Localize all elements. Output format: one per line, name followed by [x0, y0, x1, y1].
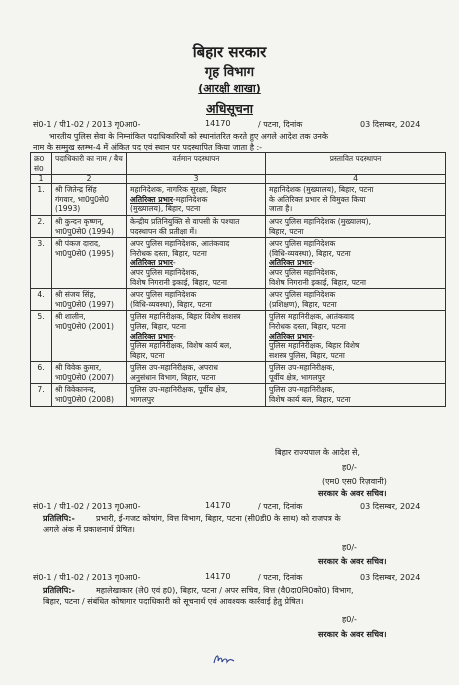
additional-charge-label: अतिरिक्त प्रभार	[269, 258, 312, 268]
cell-line	[269, 363, 442, 373]
cell-text: विशेष निगरानी इकाई, बिहार, पटना	[269, 277, 366, 287]
officer-name-cell	[52, 215, 127, 237]
cell-text: महानिदेशक (मुख्यालय), बिहार, पटना	[269, 185, 374, 195]
cell-line: गंगवार, भा0पु0से0	[55, 194, 109, 204]
copy-1-line-2: अगले अंक में प्रकाशनार्थ प्रेषित।	[43, 525, 135, 534]
cell-text: पुलिस महानिरीक्षक, आतंकवाद	[269, 312, 355, 322]
cell-text: (विधि-व्यवस्था), बिहार, पटना	[130, 299, 212, 309]
cell-line	[269, 290, 442, 300]
cell-text: पूर्वीय क्षेत्र, भागलपुर	[269, 372, 325, 382]
additional-charge-label: अतिरिक्त प्रभार	[269, 331, 312, 341]
transfer-table	[30, 152, 446, 407]
cell-text: अपर पुलिस महानिदेशक, आतंकवाद	[130, 239, 230, 249]
proposed-posting-cell	[266, 289, 446, 311]
signature-mark: ह0/-	[342, 463, 357, 472]
issue-date: 03 दिसम्बर, 2024	[360, 573, 421, 582]
proposed-posting-cell	[266, 215, 446, 237]
place-label: / पटना, दिनांक	[258, 502, 303, 511]
cell-text: विशेष कार्य बल, बिहार, पटना	[269, 395, 351, 405]
serial-cell: 6.	[31, 362, 52, 384]
header-name: पदाधिकारी का नाम / बैच	[52, 153, 127, 175]
officer-name-cell	[52, 238, 127, 289]
cell-line	[269, 300, 442, 310]
copy-label: प्रतिलिपि:-	[43, 586, 75, 595]
serial-cell: 2.	[31, 215, 52, 237]
cell-line	[130, 351, 262, 361]
cell-line	[130, 268, 262, 278]
cell-line	[130, 312, 262, 322]
proposed-posting-cell	[266, 184, 446, 216]
table-row	[31, 362, 446, 384]
copy-2-line-2: बिहार, पटना / संबंधित कोषागार पदाधिकारी को सूचनार्थ एवं आवश्यक कार्रवाई हेतु प्रेषित।	[43, 597, 304, 606]
document-title: अधिसूचना	[205, 101, 254, 116]
header-department: गृह विभाग	[204, 65, 255, 80]
header-government: बिहार सरकार	[192, 43, 267, 61]
cell-line: भा0पु0से0 (1994)	[55, 226, 114, 236]
serial-cell: 5.	[31, 311, 52, 362]
cell-line	[130, 185, 262, 195]
cell-text: अपर पुलिस महानिदेशक	[130, 290, 197, 300]
cell-line	[269, 227, 442, 237]
cell-text: -महानिदेशक	[172, 194, 208, 204]
cell-text: सशस्त्र पुलिस, बिहार, पटना	[269, 350, 345, 360]
serial-cell: 7.	[31, 384, 52, 406]
cell-line	[130, 290, 262, 300]
cell-text: अपर पुलिस महानिदेशक,	[269, 267, 338, 277]
handwritten-signature	[212, 652, 236, 666]
cell-line: श्री कुन्दन कृष्णन्,	[55, 216, 104, 226]
memo-number: सं0-1 / पी1-02 / 2013 गृ0आ0-	[33, 502, 141, 511]
letter-number: 14170	[205, 572, 231, 581]
cell-line	[130, 278, 262, 288]
serial-cell: 4.	[31, 289, 52, 311]
header-branch: (आरक्षी शाखा)	[198, 82, 261, 95]
cell-text: -	[311, 258, 315, 268]
cell-line	[269, 258, 442, 268]
cell-text: पुलिस उप-महानिरीक्षक, पूर्वीय क्षेत्र,	[130, 385, 228, 395]
current-posting-cell	[127, 311, 266, 362]
header-serial: क्र0 सं0	[31, 153, 52, 175]
cell-text: के अतिरिक्त प्रभार से विमुक्त किया	[269, 194, 366, 204]
cell-text: पुलिस महानिरीक्षक, बिहार विशेष	[269, 341, 360, 351]
cell-text: -	[172, 258, 176, 268]
officer-name-cell	[52, 362, 127, 384]
current-posting-cell	[127, 289, 266, 311]
cell-line: भा0पु0से0 (1995)	[55, 248, 114, 258]
header-current: वर्तमान पदस्थापन	[127, 153, 266, 175]
table-body	[31, 184, 446, 406]
cell-line	[269, 332, 442, 342]
intro-line-1: भारतीय पुलिस सेवा के निम्नांकित पदाधिकारियों को स्थानांतरित करते हुए अगले आदेश तक उनके	[49, 132, 328, 141]
cell-line: श्री पंकज दाराद,	[55, 239, 101, 249]
cell-line	[269, 195, 442, 205]
cell-line	[130, 195, 262, 205]
cell-text: बिहार, पटना	[130, 350, 165, 360]
cell-text: पुलिस महानिरीक्षक, विशेष कार्य बल,	[130, 341, 232, 351]
cell-line	[130, 249, 262, 259]
cell-text: पुलिस महानिरीक्षक, बिहार विशेष सशस्त्र	[130, 312, 241, 322]
current-posting-cell	[127, 362, 266, 384]
issue-date: 03 दिसम्बर, 2024	[360, 120, 421, 129]
current-posting-cell	[127, 384, 266, 406]
cell-line	[130, 204, 262, 214]
memo-number: सं0-1 / पी1-02 / 2013 गृ0आ0-	[33, 120, 141, 129]
cell-line	[269, 278, 442, 288]
copy-2-line-1: महालेखाकार (ले0 एवं ह0), बिहार, पटना / अपर सचिव, वित्त (वै0दा0नि0को0) विभाग,	[96, 586, 354, 595]
column-number: 2	[52, 175, 127, 184]
cell-line	[269, 268, 442, 278]
officer-name-cell	[52, 384, 127, 406]
cell-line	[269, 217, 442, 227]
signatory-designation: सरकार के अवर सचिव।	[318, 630, 387, 639]
cell-text: पदस्थापन की प्रतीक्षा में।	[130, 226, 197, 236]
cell-line	[130, 258, 262, 268]
table-row	[31, 215, 446, 237]
cell-text: जाता है।	[269, 204, 293, 214]
cell-line	[269, 373, 442, 383]
current-posting-cell	[127, 238, 266, 289]
cell-line	[269, 322, 442, 332]
cell-text: -	[172, 331, 176, 341]
proposed-posting-cell	[266, 384, 446, 406]
cell-line: श्री विवेकानन्द,	[55, 385, 96, 395]
cell-line	[130, 300, 262, 310]
serial-cell: 3.	[31, 238, 52, 289]
column-number: 1	[31, 175, 52, 184]
cell-text: विशेष निगरानी इकाई, बिहार, पटना	[130, 277, 227, 287]
cell-line	[130, 341, 262, 351]
cell-text: बिहार, पटना	[269, 226, 304, 236]
cell-line: भा0पु0से0 (2001)	[55, 321, 114, 331]
place-label: / पटना, दिनांक	[258, 120, 303, 129]
cell-line	[130, 217, 262, 227]
cell-line	[269, 395, 442, 405]
cell-line	[269, 312, 442, 322]
signature-mark: ह0/-	[342, 543, 357, 552]
column-number: 3	[127, 175, 266, 184]
intro-line-2: नाम के सम्मुख स्तम्भ-4 में अंकित पद एवं स्थान पर पदस्थापित किया जाता है :-	[33, 143, 263, 152]
copy-1-line-1: प्रभारी, ई-गजट कोषांग, वित्त विभाग, बिहार, पटना (सी0डी0 के साथ) को राजपत्र के	[96, 514, 341, 523]
cell-line: (1993)	[55, 204, 81, 214]
table-header-row	[31, 153, 446, 175]
cell-line: श्री विवेक कुमार,	[55, 363, 102, 373]
copy-label: प्रतिलिपि:-	[43, 514, 75, 523]
cell-line	[130, 332, 262, 342]
cell-line	[130, 227, 262, 237]
current-posting-cell	[127, 215, 266, 237]
cell-line	[130, 239, 262, 249]
additional-charge-label: अतिरिक्त प्रभार	[130, 258, 173, 268]
cell-line	[130, 322, 262, 332]
cell-text: पुलिस उप-महानिरीक्षक,	[269, 363, 335, 373]
serial-cell: 1.	[31, 184, 52, 216]
proposed-posting-cell	[266, 362, 446, 384]
table-row	[31, 184, 446, 216]
signatory-name: (एम0 एस0 रिज़वानी)	[322, 477, 387, 486]
cell-line	[130, 385, 262, 395]
signature-mark: ह0/-	[342, 615, 357, 624]
proposed-posting-cell	[266, 238, 446, 289]
cell-line	[269, 341, 442, 351]
table-row	[31, 238, 446, 289]
cell-text: निरोधक दस्ता, बिहार, पटना	[130, 248, 207, 258]
cell-text: (प्रशिक्षण), बिहार, पटना	[269, 299, 337, 309]
cell-text: अनुसंधान विभाग, बिहार, पटना	[130, 372, 216, 382]
cell-text: (मुख्यालय), बिहार, पटना	[130, 204, 201, 214]
cell-line: श्री शालीन,	[55, 312, 86, 322]
place-label: / पटना, दिनांक	[258, 573, 303, 582]
table-row	[31, 289, 446, 311]
cell-line: श्री संजय सिंह,	[55, 290, 96, 300]
officer-name-cell	[52, 289, 127, 311]
memo-number: सं0-1 / पी1-02 / 2013 गृ0आ0-	[33, 573, 141, 582]
cell-text: निरोधक दस्ता, बिहार, पटना	[269, 321, 346, 331]
current-posting-cell	[127, 184, 266, 216]
cell-line: भा0पु0से0 (1997)	[55, 299, 114, 309]
column-number-row	[31, 175, 446, 184]
cell-line: भा0पु0से0 (2008)	[55, 395, 114, 405]
cell-line	[130, 363, 262, 373]
letter-number: 14170	[205, 119, 231, 128]
additional-charge-label: अतिरिक्त प्रभार	[130, 194, 173, 204]
cell-text: पुलिस उप-महानिरीक्षक, अपराध	[130, 363, 218, 373]
proposed-posting-cell	[266, 311, 446, 362]
cell-text: केन्द्रीय प्रतिनियुक्ति से वापसी के पश्चात	[130, 216, 240, 226]
cell-text: (विधि-व्यवस्था), बिहार, पटना	[269, 248, 351, 258]
cell-text: अपर पुलिस महानिदेशक (मुख्यालय),	[269, 216, 372, 226]
cell-text: अपर पुलिस महानिदेशक,	[130, 267, 199, 277]
cell-line	[269, 249, 442, 259]
cell-line: भा0पु0से0 (2007)	[55, 372, 114, 382]
issue-date: 03 दिसम्बर, 2024	[360, 502, 421, 511]
cell-line	[130, 373, 262, 383]
cell-line	[269, 351, 442, 361]
officer-name-cell	[52, 311, 127, 362]
signatory-designation: सरकार के अवर सचिव।	[318, 557, 387, 566]
letter-number: 14170	[205, 501, 231, 510]
officer-name-cell	[52, 184, 127, 216]
table-row	[31, 384, 446, 406]
header-proposed: प्रस्तावित पदस्थापन	[266, 153, 446, 175]
signatory-designation: सरकार के अवर सचिव।	[318, 489, 387, 498]
governor-order: बिहार राज्यपाल के आदेश से,	[275, 448, 360, 457]
additional-charge-label: अतिरिक्त प्रभार	[130, 331, 173, 341]
cell-line	[269, 185, 442, 195]
cell-text: पुलिस उप-महानिरीक्षक,	[269, 385, 335, 395]
cell-text: अपर पुलिस महानिदेशक	[269, 290, 336, 300]
cell-line	[130, 395, 262, 405]
cell-text: पुलिस, बिहार, पटना	[130, 321, 186, 331]
cell-text: -	[311, 331, 315, 341]
cell-text: भागलपुर	[130, 395, 155, 405]
cell-line	[269, 385, 442, 395]
cell-line: श्री जितेन्द्र सिंह	[55, 185, 97, 195]
cell-line	[269, 239, 442, 249]
cell-text: अपर पुलिस महानिदेशक	[269, 239, 336, 249]
table-row	[31, 311, 446, 362]
cell-line	[269, 204, 442, 214]
cell-text: महानिदेशक, नागरिक सुरक्षा, बिहार	[130, 185, 227, 195]
column-number: 4	[266, 175, 446, 184]
